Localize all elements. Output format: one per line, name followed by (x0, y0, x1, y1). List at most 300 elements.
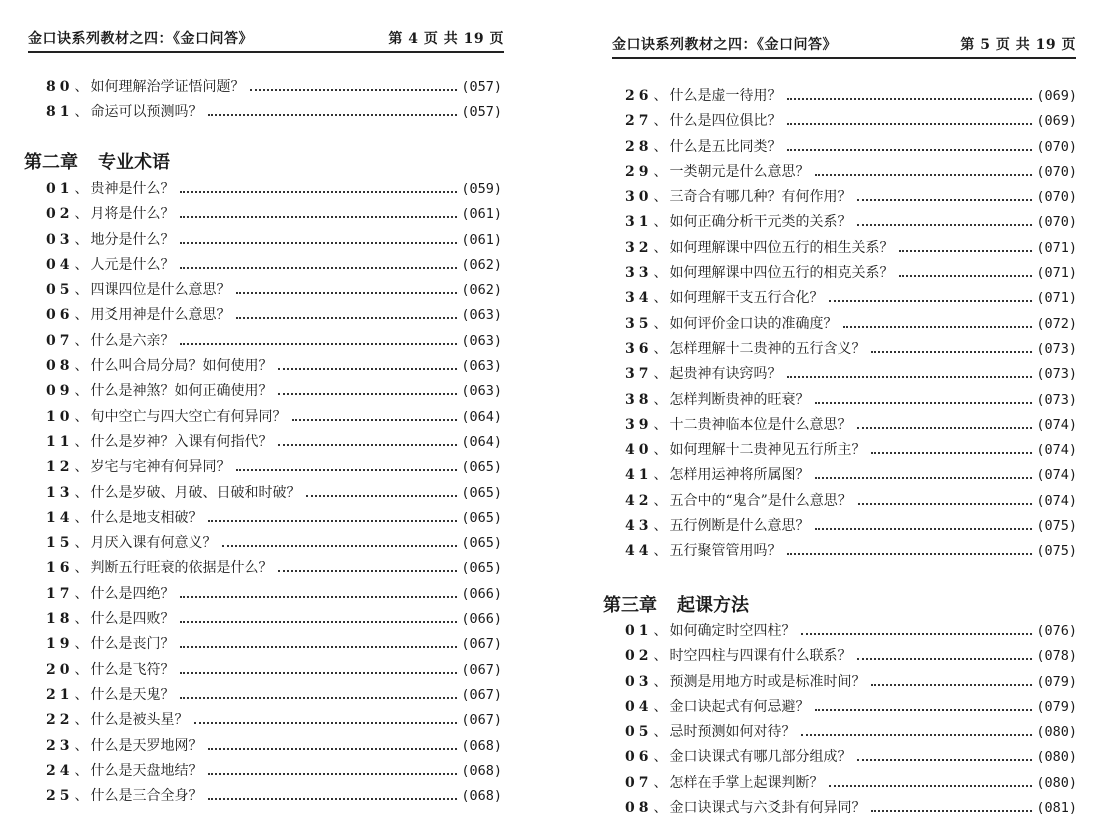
entry-number: 16 (46, 560, 74, 577)
entry-title: 一类朝元是什么意思？ (669, 163, 810, 180)
entry-page-number: (061) (461, 206, 502, 223)
dot-leader (180, 672, 457, 674)
toc-entry (46, 202, 502, 227)
entry-number: 33 (625, 265, 653, 282)
dot-leader (180, 191, 457, 193)
dot-leader (278, 444, 457, 446)
entry-number: 35 (625, 315, 653, 332)
entry-page-number: (057) (461, 104, 502, 121)
entry-separator: 、 (653, 113, 668, 130)
entry-page-number: (068) (461, 788, 502, 805)
entry-title: 怎样理解十二贵神的五行含义？ (669, 340, 866, 357)
entry-title: 什么是三合全身？ (90, 788, 203, 805)
entry-title: 岁宅与宅神有何异同？ (90, 459, 231, 476)
entry-separator: 、 (74, 181, 89, 197)
entry-title: 预测是用地方时或是标准时间？ (669, 673, 866, 690)
toc-entry (46, 354, 502, 379)
entry-number: 80 (46, 79, 74, 95)
entry-page-number: (072) (1036, 315, 1077, 332)
entry-title: 什么是被头星？ (90, 712, 189, 729)
entry-separator: 、 (74, 509, 89, 526)
entry-page-number: (063) (461, 358, 502, 375)
chapter-name: 起课方法 (677, 595, 749, 616)
toc-entry (46, 531, 502, 556)
entry-number: 38 (625, 391, 653, 408)
entry-separator: 、 (74, 560, 89, 577)
entry-number: 08 (625, 800, 653, 817)
entry-separator: 、 (653, 340, 668, 357)
entry-page-number: (065) (461, 459, 502, 476)
entry-number: 05 (46, 282, 74, 299)
entry-number: 11 (46, 433, 74, 450)
entry-separator: 、 (653, 800, 668, 817)
dot-leader (180, 596, 457, 598)
entry-title: 什么是天盘地结？ (90, 762, 203, 779)
entry-title: 月厌入课有何意义？ (90, 535, 217, 552)
toc-entry (625, 135, 1077, 160)
entry-title: 什么是神煞？如何正确使用？ (90, 383, 273, 400)
entry-number: 13 (46, 484, 74, 501)
toc-entry (625, 337, 1077, 362)
dot-leader (787, 376, 1032, 378)
dot-leader (815, 477, 1032, 479)
toc-entry (625, 695, 1077, 720)
dot-leader (306, 495, 457, 497)
entry-title: 时空四柱与四课有什么联系？ (669, 648, 852, 665)
entry-separator: 、 (74, 383, 89, 400)
chapter-name: 专业术语 (98, 152, 170, 173)
entry-separator: 、 (653, 88, 668, 104)
dot-leader (871, 810, 1032, 812)
entry-title: 什么是四败？ (90, 611, 175, 628)
page-header (612, 34, 1076, 59)
entry-title: 人元是什么？ (90, 256, 175, 273)
entry-separator: 、 (74, 788, 89, 805)
entry-number: 25 (46, 788, 74, 805)
dot-leader (250, 89, 457, 91)
entry-number: 21 (46, 686, 74, 703)
entry-separator: 、 (74, 104, 89, 121)
entry-number: 26 (625, 88, 653, 104)
toc-entry (625, 644, 1077, 669)
toc-entry (46, 708, 502, 733)
dot-leader (292, 419, 457, 421)
entry-title: 金口诀课式有哪几部分组成？ (669, 749, 852, 766)
entry-page-number: (068) (461, 737, 502, 754)
dot-leader (208, 114, 457, 116)
entry-separator: 、 (653, 467, 668, 484)
entry-separator: 、 (653, 163, 668, 180)
right-page (552, 0, 1104, 833)
entry-page-number: (068) (461, 762, 502, 779)
entry-title: 用爻用神是什么意思？ (90, 307, 231, 324)
entry-number: 14 (46, 509, 74, 526)
toc-entry (625, 84, 1077, 109)
entry-separator: 、 (653, 543, 668, 560)
entry-page-number: (065) (461, 560, 502, 577)
entry-separator: 、 (653, 518, 668, 535)
entry-title: 什么是虚一待用？ (669, 88, 782, 104)
dot-leader (180, 267, 457, 269)
entry-separator: 、 (74, 611, 89, 628)
dot-leader (815, 402, 1032, 404)
entry-title: 什么是天罗地网？ (90, 737, 203, 754)
entry-separator: 、 (74, 358, 89, 375)
header-title: 金口诀系列教材之四：《金口问答》 (612, 37, 837, 53)
toc-entry (625, 388, 1077, 413)
dot-leader (815, 174, 1032, 176)
entry-page-number: (070) (1036, 163, 1077, 180)
entry-number: 42 (625, 492, 653, 509)
dot-leader (236, 317, 457, 319)
toc-entry (46, 228, 502, 253)
entry-page-number: (065) (461, 509, 502, 526)
dot-leader (180, 216, 457, 218)
entry-page-number: (063) (461, 332, 502, 349)
toc-entry (46, 683, 502, 708)
entry-number: 07 (46, 332, 74, 349)
entry-separator: 、 (653, 724, 668, 741)
toc-entry (46, 556, 502, 581)
entry-page-number: (062) (461, 282, 502, 299)
toc-entry (625, 286, 1077, 311)
entry-page-number: (061) (461, 231, 502, 248)
entry-title: 什么是地支相破？ (90, 509, 203, 526)
entry-page-number: (070) (1036, 189, 1077, 206)
entry-title: 旬中空亡与四大空亡有何异同？ (90, 408, 287, 425)
entry-separator: 、 (653, 623, 668, 639)
entry-title: 怎样在手掌上起课判断？ (669, 774, 824, 791)
entry-title: 如何理解课中四位五行的相生关系？ (669, 239, 894, 256)
dot-leader (899, 275, 1032, 277)
toc-entry (625, 362, 1077, 387)
entry-separator: 、 (653, 315, 668, 332)
entry-title: 如何评价金口诀的准确度？ (669, 315, 838, 332)
entry-number: 32 (625, 239, 653, 256)
dot-leader (829, 785, 1032, 787)
toc-entry (625, 796, 1077, 821)
entry-title: 十二贵神临本位是什么意思？ (669, 416, 852, 433)
toc-entry (46, 177, 502, 202)
entry-number: 29 (625, 163, 653, 180)
entry-page-number: (081) (1036, 800, 1077, 817)
entry-separator: 、 (74, 459, 89, 476)
entry-number: 31 (625, 214, 653, 231)
dot-leader (857, 199, 1032, 201)
entry-number: 03 (46, 231, 74, 248)
entry-page-number: (073) (1036, 340, 1077, 357)
toc-entry (625, 109, 1077, 134)
entry-page-number: (075) (1036, 543, 1077, 560)
dot-leader (787, 553, 1032, 555)
entry-title: 如何理解干支五行合化？ (669, 290, 824, 307)
entry-separator: 、 (653, 189, 668, 206)
toc-entry (46, 303, 502, 328)
entry-page-number: (078) (1036, 648, 1077, 665)
entry-separator: 、 (74, 256, 89, 273)
entry-separator: 、 (74, 585, 89, 602)
toc-entry (625, 720, 1077, 745)
entry-number: 05 (625, 724, 653, 741)
dot-leader (180, 343, 457, 345)
entry-page-number: (079) (1036, 698, 1077, 715)
toc-entry (625, 619, 1077, 644)
dot-leader (857, 427, 1032, 429)
dot-leader (858, 503, 1033, 505)
entry-title: 贵神是什么？ (90, 181, 175, 197)
entry-page-number: (059) (461, 181, 502, 197)
dot-leader (871, 351, 1032, 353)
dot-leader (857, 224, 1032, 226)
entry-separator: 、 (74, 661, 89, 678)
toc-entry (625, 745, 1077, 770)
toc-entry (46, 75, 502, 100)
entry-separator: 、 (653, 366, 668, 383)
entry-number: 04 (625, 698, 653, 715)
entry-page-number: (073) (1036, 366, 1077, 383)
entry-title: 什么是岁神？入课有何指代？ (90, 433, 273, 450)
entry-page-number: (071) (1036, 290, 1077, 307)
entry-title: 什么是六亲？ (90, 332, 175, 349)
entry-page-number: (069) (1036, 113, 1077, 130)
dot-leader (222, 545, 457, 547)
entry-page-number: (074) (1036, 467, 1077, 484)
entry-title: 如何正确分析干元类的关系？ (669, 214, 852, 231)
toc-entry (46, 759, 502, 784)
entry-number: 22 (46, 712, 74, 729)
entry-number: 17 (46, 585, 74, 602)
toc-entry (625, 413, 1077, 438)
dot-leader (801, 734, 1032, 736)
entry-title: 什么是天鬼？ (90, 686, 175, 703)
entry-separator: 、 (653, 239, 668, 256)
entry-title: 四课四位是什么意思？ (90, 282, 231, 299)
entry-page-number: (070) (1036, 138, 1077, 155)
entry-separator: 、 (74, 332, 89, 349)
entry-separator: 、 (74, 307, 89, 324)
dot-leader (787, 123, 1032, 125)
entry-separator: 、 (74, 484, 89, 501)
toc-list (625, 619, 1077, 821)
entry-number: 23 (46, 737, 74, 754)
dot-leader (871, 452, 1032, 454)
toc-entry (625, 489, 1077, 514)
entry-title: 金口诀起式有何忌避？ (669, 698, 810, 715)
toc-entry (46, 658, 502, 683)
toc-entry (46, 784, 502, 809)
dot-leader (208, 748, 457, 750)
entry-page-number: (070) (1036, 214, 1077, 231)
entry-page-number: (067) (461, 712, 502, 729)
entry-number: 03 (625, 673, 653, 690)
toc-entry (46, 278, 502, 303)
entry-page-number: (066) (461, 585, 502, 602)
entry-number: 07 (625, 774, 653, 791)
entry-page-number: (069) (1036, 88, 1077, 104)
entry-title: 忌时预测如何对待？ (669, 724, 796, 741)
entry-number: 06 (625, 749, 653, 766)
dot-leader (208, 520, 457, 522)
entry-page-number: (065) (461, 535, 502, 552)
chapter-heading (603, 591, 749, 617)
toc-entry (46, 632, 502, 657)
entry-separator: 、 (653, 265, 668, 282)
entry-separator: 、 (653, 673, 668, 690)
dot-leader (194, 722, 457, 724)
entry-separator: 、 (653, 391, 668, 408)
entry-number: 28 (625, 138, 653, 155)
entry-title: 怎样判断贵神的旺衰？ (669, 391, 810, 408)
toc-entry (625, 514, 1077, 539)
entry-number: 34 (625, 290, 653, 307)
entry-page-number: (067) (461, 661, 502, 678)
toc-entry (46, 607, 502, 632)
dot-leader (787, 149, 1032, 151)
entry-page-number: (080) (1036, 774, 1077, 791)
entry-number: 02 (46, 206, 74, 223)
entry-separator: 、 (74, 535, 89, 552)
entry-number: 40 (625, 442, 653, 459)
entry-separator: 、 (74, 206, 89, 223)
entry-page-number: (074) (1036, 442, 1077, 459)
toc-entry (625, 463, 1077, 488)
entry-number: 15 (46, 535, 74, 552)
header-title: 金口诀系列教材之四：《金口问答》 (28, 31, 253, 47)
entry-page-number: (079) (1036, 673, 1077, 690)
entry-separator: 、 (74, 282, 89, 299)
entry-page-number: (063) (461, 307, 502, 324)
entry-page-number: (074) (1036, 492, 1077, 509)
toc-entry (625, 312, 1077, 337)
entry-separator: 、 (653, 442, 668, 459)
entry-separator: 、 (74, 408, 89, 425)
chapter-label: 第二章 (24, 152, 78, 173)
toc-list (625, 84, 1077, 565)
entry-page-number: (080) (1036, 749, 1077, 766)
entry-separator: 、 (653, 749, 668, 766)
entry-separator: 、 (653, 416, 668, 433)
entry-page-number: (073) (1036, 391, 1077, 408)
entry-page-number: (067) (461, 636, 502, 653)
entry-separator: 、 (74, 686, 89, 703)
entry-number: 81 (46, 104, 74, 121)
entry-number: 18 (46, 611, 74, 628)
toc-entry (46, 430, 502, 455)
entry-title: 三奇合有哪几种？有何作用？ (669, 189, 852, 206)
dot-leader (278, 570, 457, 572)
entry-number: 30 (625, 189, 653, 206)
entry-title: 怎样用运神将所属图？ (669, 467, 810, 484)
entry-separator: 、 (74, 712, 89, 729)
entry-number: 41 (625, 467, 653, 484)
dot-leader (236, 292, 457, 294)
entry-page-number: (067) (461, 686, 502, 703)
entry-page-number: (066) (461, 611, 502, 628)
entry-number: 09 (46, 383, 74, 400)
toc-entry (625, 185, 1077, 210)
entry-title: 起贵神有诀窍吗？ (669, 366, 782, 383)
entry-page-number: (057) (461, 79, 502, 95)
toc-entry (625, 539, 1077, 564)
dot-leader (180, 621, 457, 623)
entry-separator: 、 (653, 214, 668, 231)
entry-number: 27 (625, 113, 653, 130)
dot-leader (843, 326, 1032, 328)
entry-separator: 、 (74, 636, 89, 653)
entry-separator: 、 (74, 79, 89, 95)
entry-title: 什么叫合局分局？如何使用？ (90, 358, 273, 375)
toc-entry (46, 329, 502, 354)
toc-entry (46, 100, 502, 125)
entry-title: 地分是什么？ (90, 231, 175, 248)
toc-entry (625, 670, 1077, 695)
entry-title: 什么是四绝？ (90, 585, 175, 602)
entry-number: 08 (46, 358, 74, 375)
entry-separator: 、 (74, 231, 89, 248)
entry-title: 什么是丧门？ (90, 636, 175, 653)
entry-separator: 、 (653, 648, 668, 665)
toc-entry (46, 379, 502, 404)
dot-leader (208, 798, 457, 800)
toc-entry (46, 582, 502, 607)
entry-number: 01 (625, 623, 653, 639)
entry-separator: 、 (74, 737, 89, 754)
entry-number: 10 (46, 408, 74, 425)
toc-entry (46, 253, 502, 278)
entry-title: 什么是岁破、月破、日破和时破？ (90, 484, 301, 501)
entry-page-number: (074) (1036, 416, 1077, 433)
dot-leader (787, 98, 1032, 100)
entry-title: 什么是四位俱比？ (669, 113, 782, 130)
dot-leader (857, 658, 1032, 660)
dot-leader (236, 469, 457, 471)
chapter-heading (24, 148, 170, 174)
entry-title: 什么是五比同类？ (669, 138, 782, 155)
dot-leader (815, 709, 1032, 711)
entry-title: 判断五行旺衰的依据是什么？ (90, 560, 273, 577)
entry-separator: 、 (653, 698, 668, 715)
dot-leader (180, 646, 457, 648)
header-page-number: 第 4 页 共 19 页 (388, 31, 504, 47)
entry-title: 月将是什么？ (90, 206, 175, 223)
dot-leader (815, 528, 1032, 530)
dot-leader (857, 759, 1032, 761)
entry-separator: 、 (653, 492, 668, 509)
toc-entry (625, 438, 1077, 463)
entry-page-number: (064) (461, 433, 502, 450)
entry-title: 金口诀课式与六爻卦有何异同？ (669, 800, 866, 817)
page-header (28, 28, 504, 53)
entry-number: 37 (625, 366, 653, 383)
dot-leader (278, 368, 457, 370)
dot-leader (871, 684, 1032, 686)
entry-title: 五行例断是什么意思？ (669, 518, 810, 535)
entry-page-number: (071) (1036, 265, 1077, 282)
header-page-number: 第 5 页 共 19 页 (960, 37, 1076, 53)
entry-page-number: (063) (461, 383, 502, 400)
toc-list (46, 177, 502, 809)
dot-leader (180, 242, 457, 244)
entry-page-number: (062) (461, 256, 502, 273)
toc-entry (625, 160, 1077, 185)
toc-entry (625, 261, 1077, 286)
entry-page-number: (071) (1036, 239, 1077, 256)
entry-page-number: (080) (1036, 724, 1077, 741)
entry-title: 五行聚管管用吗？ (669, 543, 782, 560)
toc-entry (625, 236, 1077, 261)
dot-leader (180, 697, 457, 699)
entry-separator: 、 (653, 774, 668, 791)
